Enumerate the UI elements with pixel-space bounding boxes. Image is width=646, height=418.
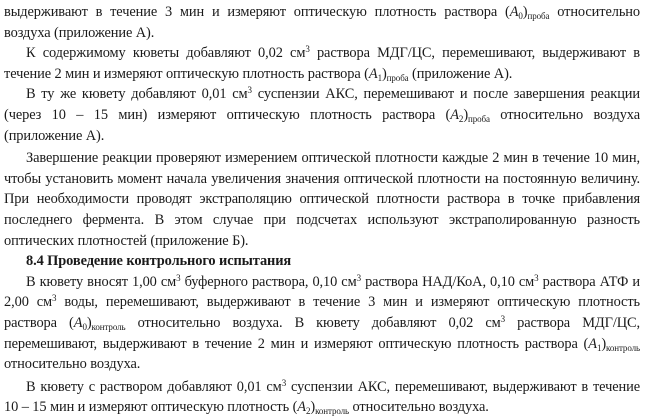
text-run: )	[601, 335, 607, 352]
subscript-label: проба	[386, 72, 409, 83]
unit-superscript: 3	[52, 293, 57, 304]
paragraph-mdg-addition	[4, 43, 640, 84]
text-run: )	[381, 65, 387, 82]
variable-subscript: 2	[458, 113, 464, 124]
text-run: раствора МДГ/ЦС, перемешивают, выдерживают в течение 2 мин и измеряют оптическую плотность раствора (	[4, 45, 640, 82]
variable-subscript: 0	[82, 321, 87, 332]
subscript-label: проба	[527, 11, 550, 21]
text-run: относительно воздуха.	[4, 356, 141, 373]
variable: A	[73, 314, 83, 331]
variable: A	[588, 335, 597, 352]
document-page	[4, 2, 641, 417]
variable: A	[297, 399, 306, 416]
text-run: )	[86, 314, 92, 331]
text-run: )	[522, 4, 528, 20]
text-run: раствора МДГ/ЦС, перемешивают, выдерживают в течение 2 мин и измеряют оптическую плотность раствора (	[4, 314, 641, 352]
text-run: В ту же кювету добавляют 0,01 см	[26, 86, 248, 103]
text-run: относительно воздуха (приложение А).	[4, 4, 640, 41]
unit-superscript: 3	[305, 44, 310, 55]
subscript-label: контроль	[91, 321, 126, 332]
unit-superscript: 3	[534, 272, 539, 283]
text-run: (приложение А).	[408, 65, 513, 82]
variable-subscript: 1	[377, 72, 382, 83]
paragraph-aks-addition	[4, 84, 640, 146]
unit-superscript: 3	[500, 313, 506, 324]
unit-superscript: 3	[356, 272, 361, 283]
text-run: раствора АТФ и 2,00 см	[4, 273, 640, 311]
variable: A	[368, 65, 378, 82]
text-run: суспензии АКС, перемешивают и после завершения реакции (через 10 – 15 мин) измеряют оптическую плотность раствора (	[4, 86, 640, 123]
subscript-label: контроль	[315, 406, 350, 417]
variable-subscript: 2	[305, 406, 311, 417]
unit-superscript: 3	[247, 85, 252, 96]
text-run: К содержимому кюветы добавляют 0,02 см	[26, 45, 306, 62]
text-run: воды, перемешивают, выдерживают в течение 3 мин и измеряют оптическую плотность раствора (	[4, 294, 640, 331]
text-run: )	[463, 106, 469, 123]
text-run: суспензии АКС, перемешивают, выдерживают в течение 10 – 15 мин и измеряют оптическую плотность (	[4, 378, 640, 416]
paragraph-control-setup	[4, 272, 640, 375]
variable-subscript: 1	[596, 342, 602, 353]
text-run: относительно воздуха. В кювету добавляют 0,02 см	[125, 314, 501, 331]
paragraph-reaction-check: Завершение реакции проверяют измерением оптической плотности каждые 2 мин в течение 10 мин, чтобы установить момент начала увеличения значения оптической плотности на постоянную величину. При необходимости проводят экстраполяцию оптической плотности раствора в точке прибавления последнего фермента. В этом случае при подсчетах используют экстраполированную разность оптических плотностей (приложение Б).	[4, 150, 640, 249]
text-run: относительно воздуха.	[349, 399, 489, 416]
section-heading: 8.4 Проведение контрольного испытания	[26, 253, 292, 270]
unit-superscript: 3	[281, 377, 287, 388]
text-run: )	[310, 399, 316, 416]
text-run: раствора НАД/КоА, 0,10 см	[361, 273, 535, 290]
paragraph-control-aks	[4, 377, 640, 418]
text-run: В кювету с раствором добавляют 0,01 см	[26, 378, 282, 395]
subscript-label: контроль	[606, 342, 640, 353]
unit-superscript: 3	[176, 272, 181, 283]
variable: A	[450, 106, 459, 123]
variable-subscript: 0	[518, 11, 523, 21]
text-run: В кювету вносят 1,00 см	[26, 273, 177, 290]
text-run: буферного раствора, 0,10 см	[180, 273, 357, 290]
text-run: выдерживают в течение 3 мин и измеряют оптическую плотность раствора (	[4, 4, 510, 20]
text-run: относительно воздуха (приложение А).	[4, 106, 640, 144]
subscript-label: проба	[468, 113, 490, 124]
paragraph-continuation	[4, 2, 640, 43]
variable: A	[509, 4, 519, 20]
